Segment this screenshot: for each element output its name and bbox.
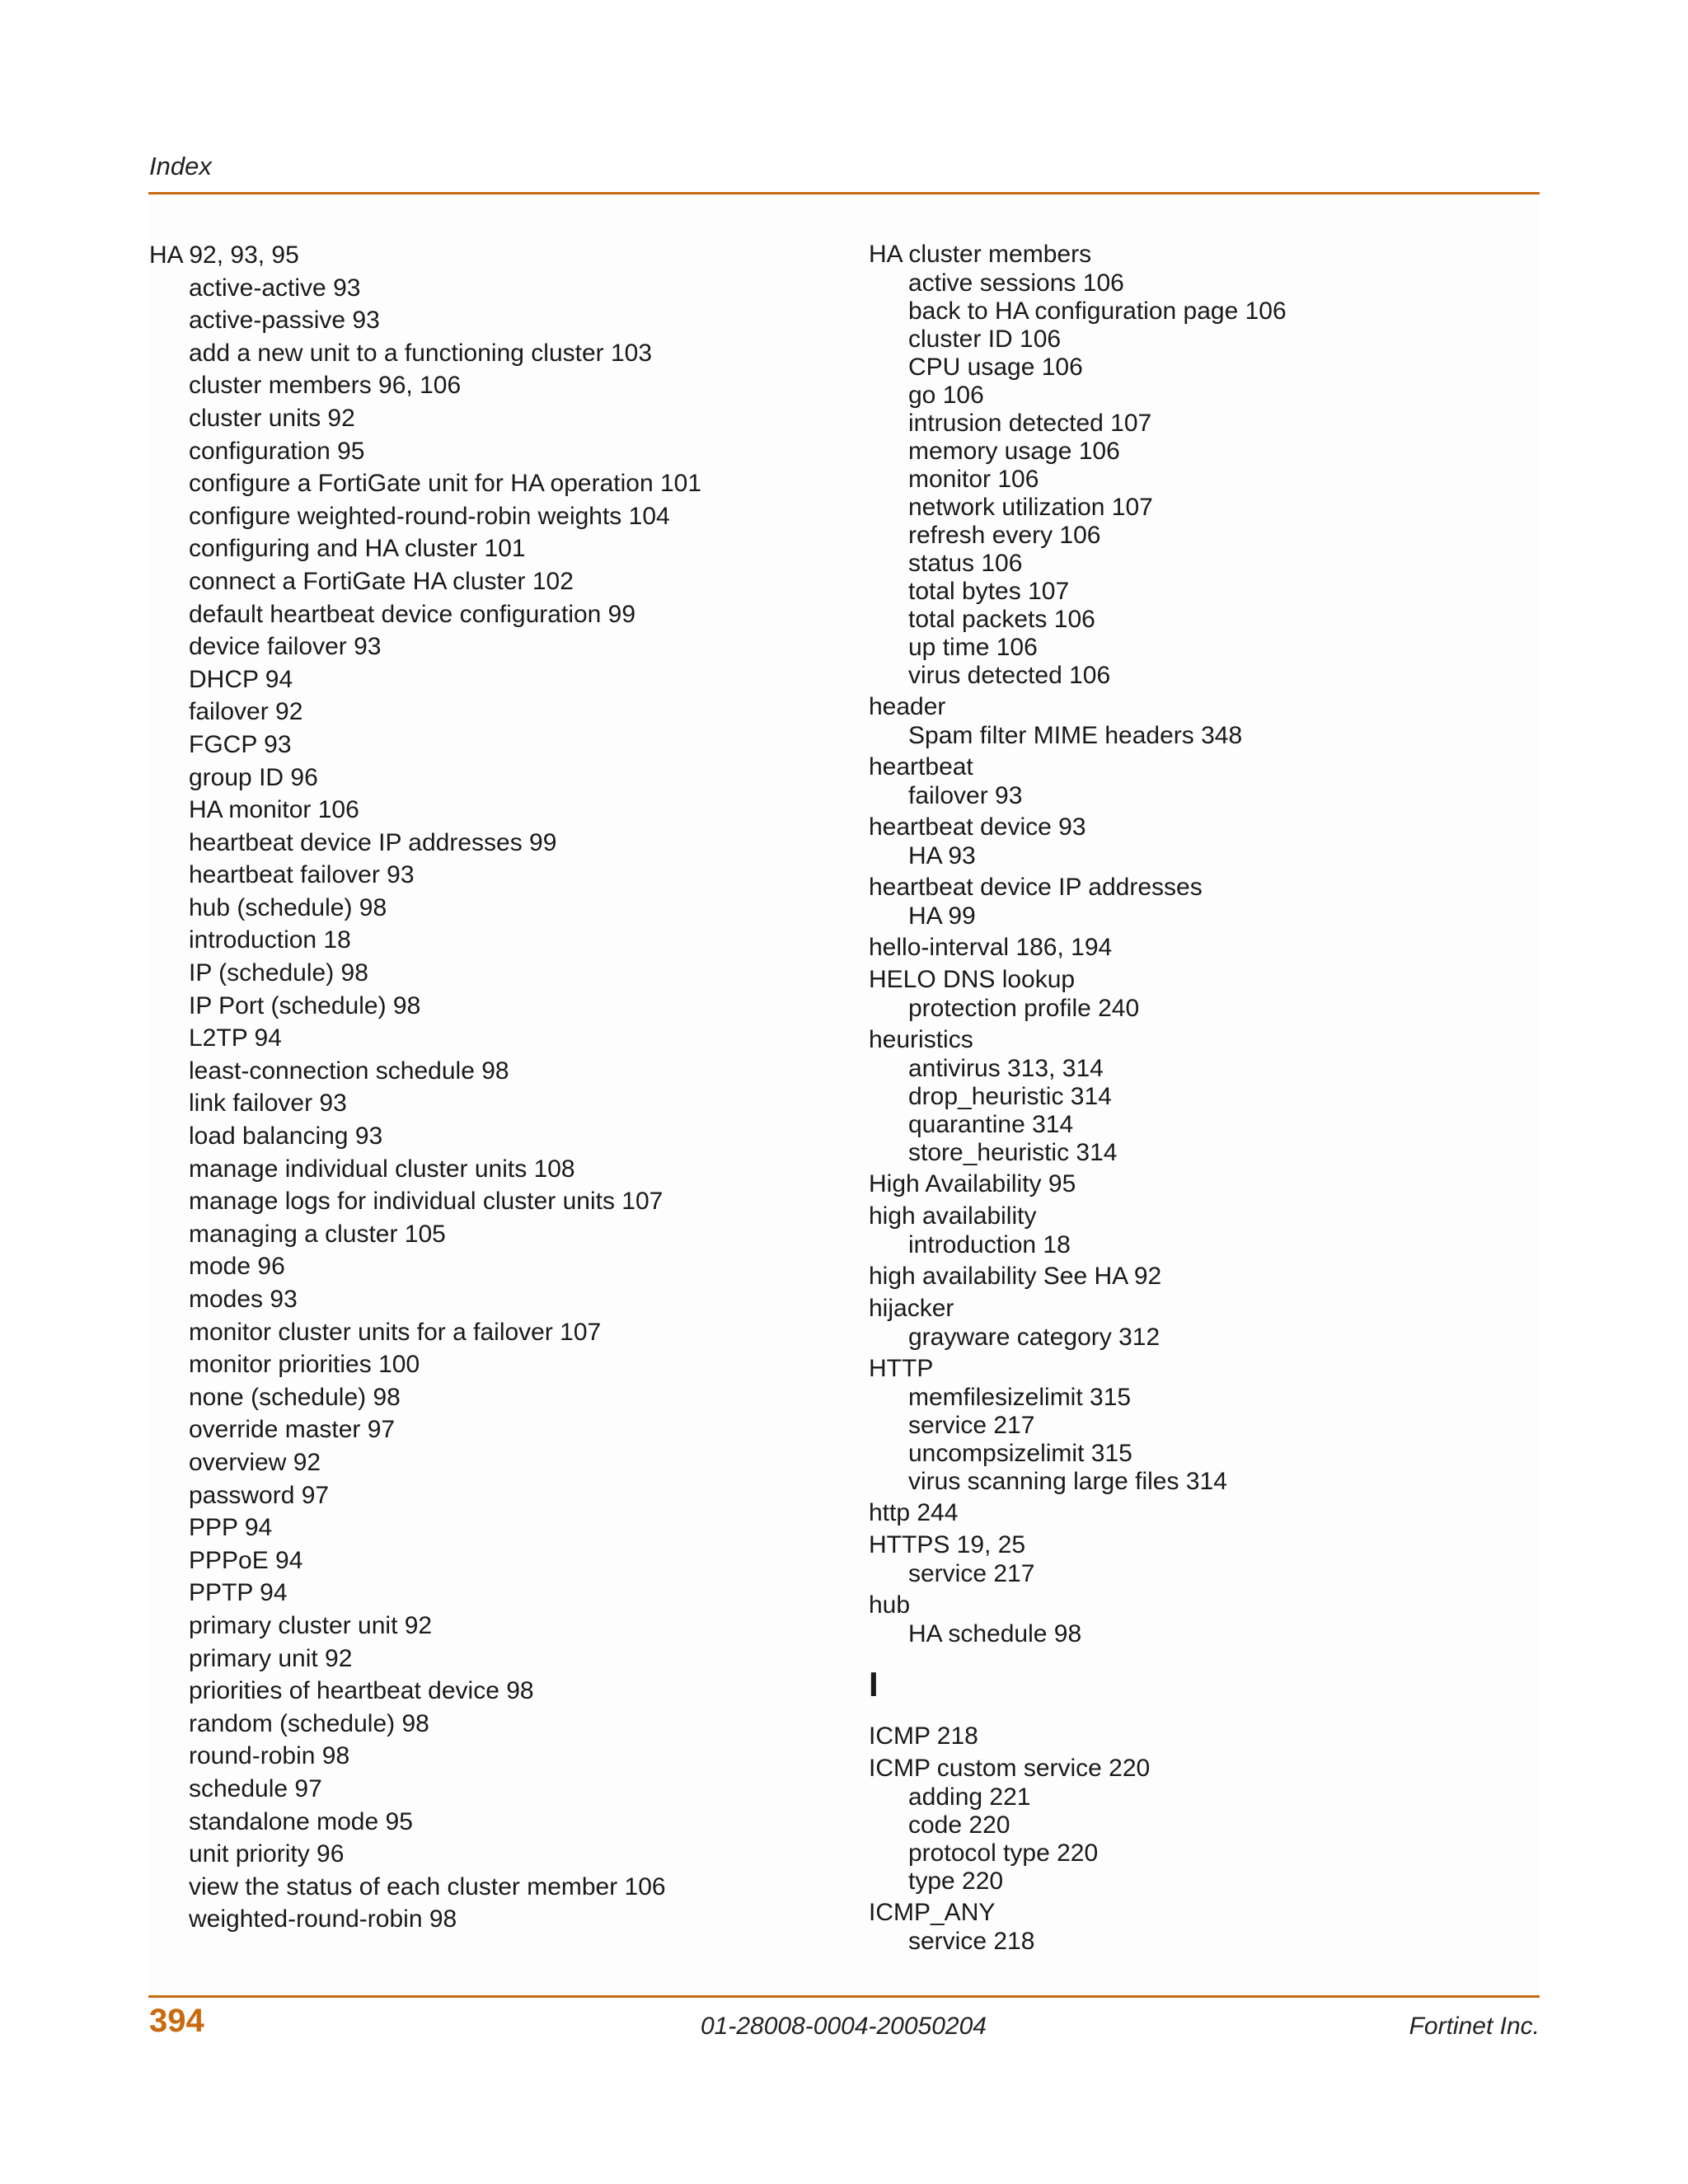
index-subentry: service 217 bbox=[908, 1560, 1035, 1587]
index-subentry: code 220 bbox=[908, 1811, 1010, 1839]
index-subentry: configuration 95 bbox=[189, 437, 365, 465]
index-group bbox=[869, 1590, 1540, 1648]
index-entry: header bbox=[869, 693, 946, 720]
index-subentry: configure weighted-round-robin weights 104 bbox=[189, 502, 670, 530]
index-subentry: primary cluster unit 92 bbox=[189, 1611, 433, 1639]
index-subentry: overview 92 bbox=[189, 1448, 321, 1476]
index-subentry: service 217 bbox=[908, 1412, 1035, 1439]
index-subentry: IP (schedule) 98 bbox=[189, 959, 368, 987]
index-subentry: heartbeat failover 93 bbox=[189, 861, 415, 889]
index-subentry: PPTP 94 bbox=[189, 1579, 288, 1607]
index-subentry: random (schedule) 98 bbox=[189, 1709, 429, 1737]
index-entry: high availability bbox=[869, 1202, 1037, 1230]
index-subentry: back to HA configuration page 106 bbox=[908, 298, 1287, 325]
index-subentry: active-passive 93 bbox=[189, 307, 380, 335]
index-subentry: refresh every 106 bbox=[908, 522, 1101, 549]
index-group bbox=[869, 1261, 1540, 1291]
index-subentry: memory usage 106 bbox=[908, 438, 1120, 465]
index-subentry: HA 93 bbox=[908, 842, 976, 869]
index-subentry: default heartbeat device configuration 99 bbox=[189, 600, 636, 628]
footer-rule bbox=[148, 1995, 1540, 1998]
index-subentry: Spam filter MIME headers 348 bbox=[908, 722, 1243, 749]
index-subentry: adding 221 bbox=[908, 1783, 1031, 1811]
index-group bbox=[869, 964, 1540, 1023]
index-entry: ICMP 218 bbox=[869, 1722, 978, 1750]
index-subentry: manage individual cluster units 108 bbox=[189, 1155, 575, 1183]
index-entry: heartbeat device 93 bbox=[869, 813, 1086, 841]
index-group bbox=[869, 1201, 1540, 1259]
index-subentry: introduction 18 bbox=[189, 926, 351, 954]
index-subentry: unit priority 96 bbox=[189, 1840, 345, 1868]
page-header-title: Index bbox=[149, 152, 212, 180]
index-subentry: active-active 93 bbox=[189, 274, 361, 302]
index-group bbox=[869, 1753, 1540, 1896]
index-entry: ICMP custom service 220 bbox=[869, 1755, 1151, 1782]
index-subentry: introduction 18 bbox=[908, 1231, 1071, 1258]
index-entry: HA 92, 93, 95 bbox=[149, 241, 299, 269]
index-subentry: protection profile 240 bbox=[908, 995, 1140, 1022]
index-subentry: configuring and HA cluster 101 bbox=[189, 535, 526, 563]
index-subentry: configure a FortiGate unit for HA operation 101 bbox=[189, 470, 702, 498]
index-subentry: load balancing 93 bbox=[189, 1122, 383, 1151]
index-group bbox=[869, 1721, 1540, 1751]
index-subentry: grayware category 312 bbox=[908, 1324, 1160, 1351]
index-entry: http 244 bbox=[869, 1499, 959, 1526]
index-subentry: password 97 bbox=[189, 1481, 330, 1509]
index-group bbox=[869, 691, 1540, 750]
index-group bbox=[869, 1897, 1540, 1956]
index-subentry: view the status of each cluster member 106 bbox=[189, 1872, 666, 1900]
index-subentry: uncompsizelimit 315 bbox=[908, 1440, 1132, 1467]
index-subentry: link failover 93 bbox=[189, 1090, 347, 1118]
index-group bbox=[869, 752, 1540, 810]
index-subentry: monitor priorities 100 bbox=[189, 1351, 420, 1379]
page-number: 394 bbox=[149, 2003, 204, 2039]
index-subentry: FGCP 93 bbox=[189, 730, 292, 758]
index-subentry: IP Port (schedule) 98 bbox=[189, 991, 421, 1019]
index-entry: heartbeat device IP addresses bbox=[869, 874, 1203, 901]
index-subentry: weighted-round-robin 98 bbox=[189, 1905, 457, 1933]
index-group bbox=[869, 1024, 1540, 1167]
index-subentry: HA schedule 98 bbox=[908, 1620, 1082, 1647]
index-subentry: PPPoE 94 bbox=[189, 1546, 303, 1574]
index-subentry: cluster units 92 bbox=[189, 404, 355, 432]
index-subentry: memfilesizelimit 315 bbox=[908, 1384, 1132, 1411]
index-subentry: HA 99 bbox=[908, 902, 976, 930]
index-subentry: add a new unit to a functioning cluster 103 bbox=[189, 339, 653, 367]
index-subentry: schedule 97 bbox=[189, 1774, 322, 1802]
index-group bbox=[869, 812, 1540, 870]
index-entry: hub bbox=[869, 1591, 911, 1619]
index-group bbox=[869, 1497, 1540, 1528]
index-subentry: mode 96 bbox=[189, 1253, 285, 1281]
index-entry: HTTP bbox=[869, 1355, 934, 1382]
index-subentry: monitor cluster units for a failover 107 bbox=[189, 1318, 602, 1346]
index-subentry: cluster members 96, 106 bbox=[189, 372, 462, 400]
index-subentry: go 106 bbox=[908, 382, 984, 409]
index-subentry: priorities of heartbeat device 98 bbox=[189, 1677, 534, 1705]
index-entry: High Availability 95 bbox=[869, 1170, 1076, 1197]
index-subentry: drop_heuristic 314 bbox=[908, 1083, 1112, 1110]
index-entry: heartbeat bbox=[869, 753, 973, 780]
index-subentry: L2TP 94 bbox=[189, 1024, 282, 1052]
header-rule bbox=[148, 192, 1540, 194]
index-entry: hello-interval 186, 194 bbox=[869, 934, 1113, 961]
index-subentry: virus scanning large files 314 bbox=[908, 1468, 1227, 1495]
index-subentry: managing a cluster 105 bbox=[189, 1220, 446, 1248]
index-subentry: primary unit 92 bbox=[189, 1644, 353, 1672]
index-entry: ICMP_ANY bbox=[869, 1899, 996, 1926]
index-subentry: antivirus 313, 314 bbox=[908, 1055, 1104, 1082]
index-subentry: quarantine 314 bbox=[908, 1111, 1074, 1138]
index-group bbox=[869, 872, 1540, 930]
index-entry: HA cluster members bbox=[869, 241, 1092, 268]
index-entry: HTTPS 19, 25 bbox=[869, 1531, 1026, 1558]
index-subentry: heartbeat device IP addresses 99 bbox=[189, 828, 557, 856]
index-subentry: device failover 93 bbox=[189, 633, 382, 661]
index-subentry: intrusion detected 107 bbox=[908, 410, 1152, 437]
index-subentry: status 106 bbox=[908, 550, 1023, 577]
index-group bbox=[869, 1169, 1540, 1199]
index-subentry: modes 93 bbox=[189, 1286, 298, 1313]
index-subentry: connect a FortiGate HA cluster 102 bbox=[189, 567, 574, 595]
index-subentry: failover 93 bbox=[908, 782, 1023, 809]
index-subentry: standalone mode 95 bbox=[189, 1807, 413, 1835]
index-subentry: service 218 bbox=[908, 1928, 1035, 1955]
index-group bbox=[869, 1530, 1540, 1588]
index-entry: hijacker bbox=[869, 1295, 954, 1322]
document-id: 01-28008-0004-20050204 bbox=[701, 2013, 987, 2040]
section-letter: I bbox=[869, 1665, 879, 1704]
index-subentry: type 220 bbox=[908, 1868, 1004, 1895]
index-subentry: HA monitor 106 bbox=[189, 796, 359, 824]
index-subentry: least-connection schedule 98 bbox=[189, 1057, 509, 1085]
index-group bbox=[869, 932, 1540, 963]
index-subentry: override master 97 bbox=[189, 1416, 396, 1444]
index-entry: heuristics bbox=[869, 1026, 973, 1053]
index-column-left bbox=[149, 239, 858, 1936]
index-subentry: monitor 106 bbox=[908, 466, 1039, 493]
company-name: Fortinet Inc. bbox=[1409, 2013, 1540, 2040]
index-subentry: store_heuristic 314 bbox=[908, 1139, 1118, 1166]
index-group bbox=[869, 239, 1540, 690]
index-subentry: none (schedule) 98 bbox=[189, 1383, 401, 1411]
index-subentry: round-robin 98 bbox=[189, 1742, 350, 1770]
index-subentry: CPU usage 106 bbox=[908, 354, 1083, 381]
index-subentry: PPP 94 bbox=[189, 1514, 273, 1542]
index-subentry: active sessions 106 bbox=[908, 269, 1124, 297]
index-subentry: failover 92 bbox=[189, 698, 303, 726]
index-subentry: network utilization 107 bbox=[908, 494, 1153, 521]
index-entry: HELO DNS lookup bbox=[869, 966, 1076, 993]
index-group bbox=[869, 1353, 1540, 1496]
index-subentry: manage logs for individual cluster units 107 bbox=[189, 1188, 663, 1216]
index-subentry: total packets 106 bbox=[908, 606, 1095, 633]
index-entry: high availability See HA 92 bbox=[869, 1263, 1162, 1290]
index-subentry: total bytes 107 bbox=[908, 578, 1070, 605]
index-subentry: cluster ID 106 bbox=[908, 326, 1062, 353]
index-subentry: virus detected 106 bbox=[908, 662, 1111, 689]
index-subentry: up time 106 bbox=[908, 634, 1038, 661]
index-subentry: protocol type 220 bbox=[908, 1840, 1099, 1867]
index-subentry: group ID 96 bbox=[189, 763, 318, 791]
index-column-right bbox=[869, 239, 1540, 1957]
index-subentry: DHCP 94 bbox=[189, 665, 293, 693]
index-subentry: hub (schedule) 98 bbox=[189, 893, 387, 921]
index-group bbox=[869, 1293, 1540, 1352]
